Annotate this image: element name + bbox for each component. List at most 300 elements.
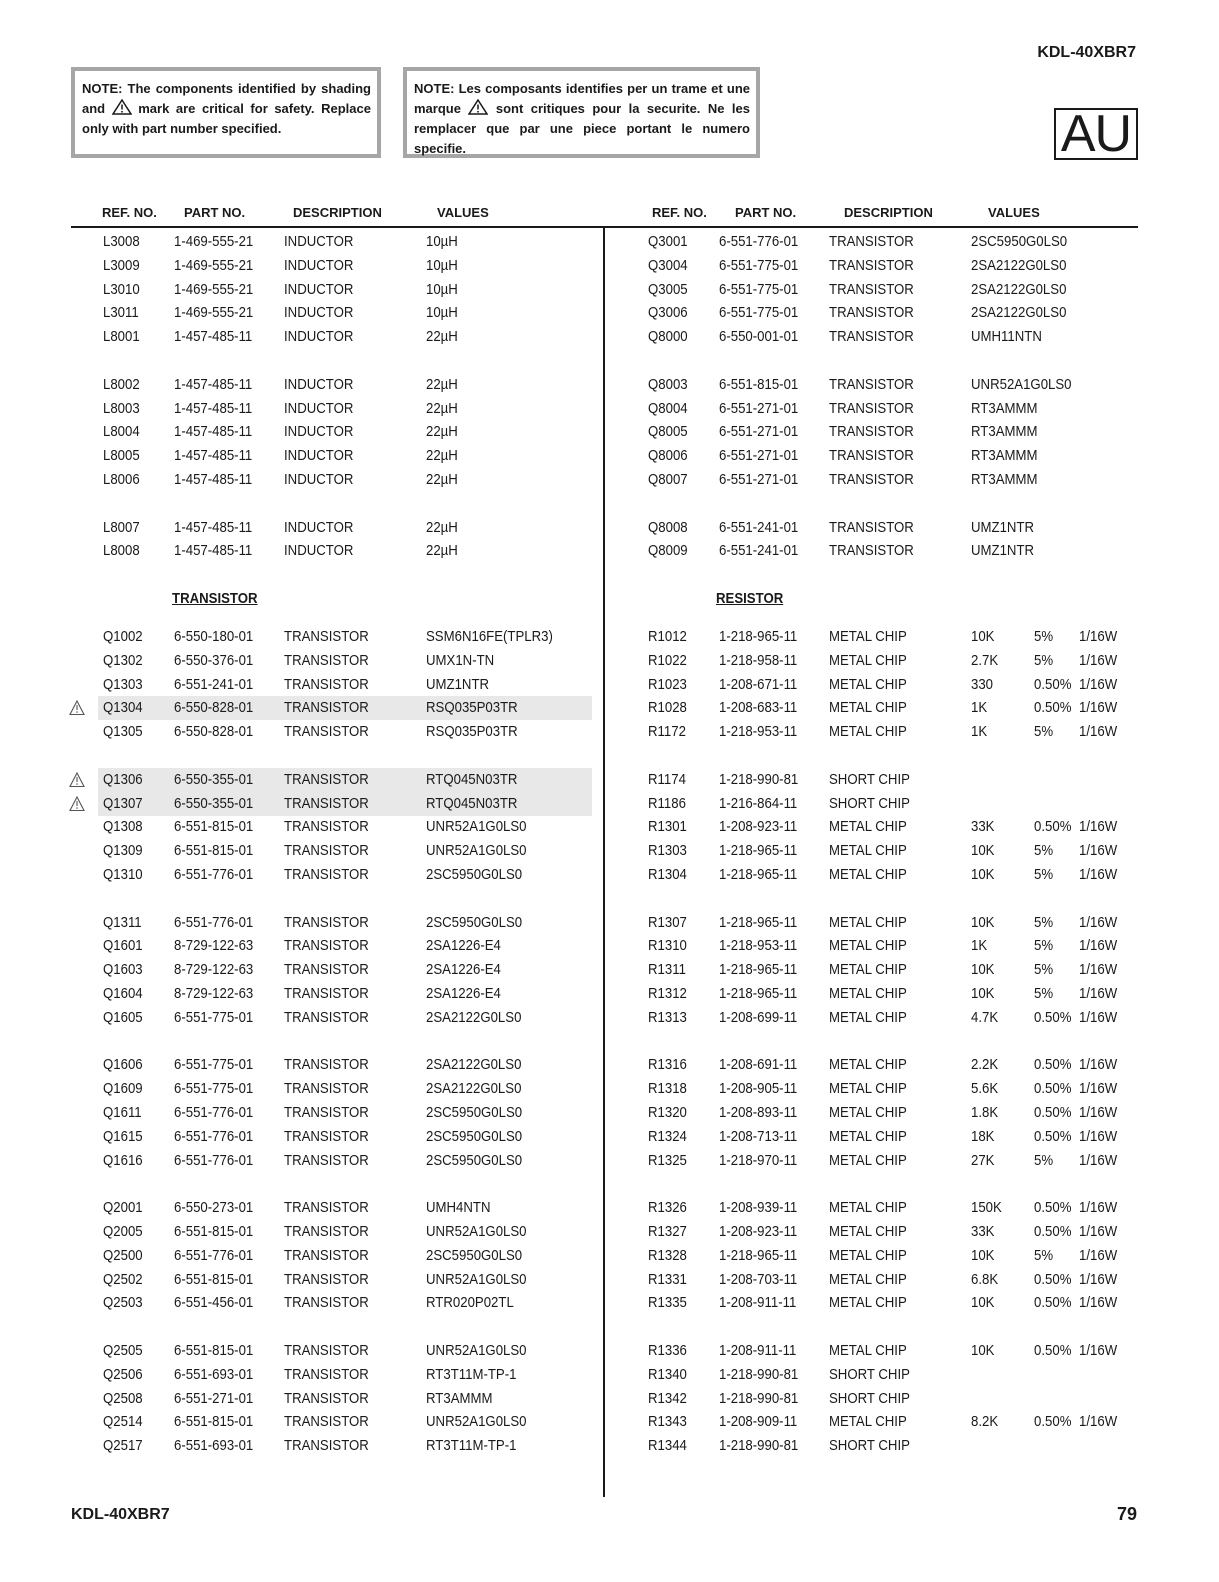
part-part: 6-551-776-01 — [174, 1246, 254, 1264]
part-part: 1-208-713-11 — [719, 1127, 798, 1145]
part-desc: TRANSISTOR — [829, 328, 914, 346]
part-desc: METAL CHIP — [829, 1342, 907, 1359]
part-tol: 0.50% — [1034, 1104, 1072, 1121]
part-desc: INDUCTOR — [284, 233, 354, 250]
part-desc: TRANSISTOR — [829, 399, 914, 417]
right-part-row — [0, 815, 1219, 839]
part-ref: Q1605 — [103, 1008, 143, 1026]
part-ref: R1331 — [648, 1270, 687, 1288]
part-value: 330 — [971, 675, 994, 693]
part-part: 1-469-555-21 — [174, 304, 254, 322]
part-value: 10K — [971, 913, 995, 931]
part-value: UNR52A1G0LS0 — [426, 1223, 527, 1240]
part-desc: METAL CHIP — [829, 818, 907, 836]
part-value: 22µH — [426, 399, 458, 417]
part-ref: Q1302 — [103, 651, 143, 669]
part-ref: Q2502 — [103, 1270, 143, 1288]
section-title-resistor: RESISTOR — [716, 590, 784, 607]
part-value: 8.2K — [971, 1413, 999, 1431]
left-header-ref: REF. NO. — [102, 205, 157, 220]
section-title-transistor: TRANSISTOR — [172, 590, 258, 607]
part-part: 6-551-241-01 — [719, 518, 799, 536]
part-desc: TRANSISTOR — [284, 770, 369, 788]
part-ref: R1186 — [648, 794, 686, 812]
part-ref: Q8004 — [648, 399, 688, 417]
part-desc: INDUCTOR — [284, 280, 354, 298]
right-header-values: VALUES — [988, 205, 1040, 220]
part-value: 10K — [971, 1246, 995, 1264]
part-tol: 5% — [1034, 913, 1054, 931]
part-part: 1-208-905-11 — [719, 1080, 798, 1098]
part-power: 1/16W — [1079, 913, 1118, 931]
warning-triangle-icon — [468, 99, 488, 115]
part-desc: METAL CHIP — [829, 985, 907, 1002]
part-value: 22µH — [426, 375, 458, 393]
part-part: 1-208-683-11 — [719, 699, 798, 717]
part-power: 1/16W — [1079, 1127, 1118, 1145]
part-desc: TRANSISTOR — [284, 1389, 369, 1407]
part-power: 1/16W — [1079, 675, 1118, 693]
part-value: 2SC5950G0LS0 — [426, 1127, 523, 1145]
part-desc: INDUCTOR — [284, 304, 354, 322]
part-desc: METAL CHIP — [829, 961, 907, 979]
part-part: 6-551-271-01 — [174, 1389, 254, 1407]
part-desc: METAL CHIP — [829, 937, 907, 955]
part-power: 1/16W — [1079, 961, 1118, 979]
part-ref: R1325 — [648, 1151, 687, 1169]
part-part: 6-551-815-01 — [174, 818, 254, 836]
part-tol: 5% — [1034, 937, 1054, 955]
part-tol: 0.50% — [1034, 675, 1072, 693]
part-desc: TRANSISTOR — [284, 628, 369, 645]
right-part-row — [0, 649, 1219, 673]
right-part-row — [0, 254, 1219, 278]
part-value: 1K — [971, 699, 988, 717]
part-ref: L3008 — [103, 233, 140, 250]
part-value: 10K — [971, 961, 995, 979]
part-value: 10K — [971, 628, 995, 645]
part-ref: R1012 — [648, 628, 687, 645]
part-value: UMZ1NTR — [971, 542, 1035, 560]
part-part: 6-550-355-01 — [174, 794, 254, 812]
part-desc: METAL CHIP — [829, 913, 907, 931]
part-ref: R1301 — [648, 818, 687, 836]
part-ref: R1328 — [648, 1246, 687, 1264]
part-desc: TRANSISTOR — [284, 1342, 369, 1359]
part-ref: Q1304 — [103, 699, 143, 717]
part-desc: METAL CHIP — [829, 651, 907, 669]
part-ref: Q8007 — [648, 471, 688, 488]
part-desc: TRANSISTOR — [829, 518, 914, 536]
part-ref: R1316 — [648, 1056, 687, 1074]
footer-model-name: KDL-40XBR7 — [71, 1506, 170, 1523]
part-ref: Q1616 — [103, 1151, 143, 1169]
part-part: 1-457-485-11 — [174, 423, 253, 441]
part-power: 1/16W — [1079, 1270, 1118, 1288]
part-part: 6-551-815-01 — [174, 1223, 254, 1240]
part-value: 18K — [971, 1127, 995, 1145]
note-fr-prefix: NOTE: Les composants identifies per un trame et une marque — [414, 81, 750, 116]
part-tol: 5% — [1034, 1151, 1054, 1169]
part-power: 1/16W — [1079, 1246, 1118, 1264]
part-desc: TRANSISTOR — [284, 818, 369, 836]
part-desc: METAL CHIP — [829, 1246, 907, 1264]
right-part-row — [0, 539, 1219, 563]
part-desc: METAL CHIP — [829, 723, 907, 741]
part-ref: R1172 — [648, 723, 686, 741]
part-ref: Q1309 — [103, 842, 143, 860]
part-desc: TRANSISTOR — [284, 1413, 369, 1431]
part-value: 22µH — [426, 447, 458, 465]
part-value: 22µH — [426, 518, 458, 536]
right-part-row — [0, 301, 1219, 325]
part-desc: METAL CHIP — [829, 1104, 907, 1121]
part-part: 6-551-776-01 — [174, 1104, 254, 1121]
part-tol: 0.50% — [1034, 818, 1072, 836]
part-part: 1-218-965-11 — [719, 866, 798, 883]
part-value: RT3AMMM — [971, 399, 1038, 417]
part-ref: Q1615 — [103, 1127, 143, 1145]
part-part: 6-550-828-01 — [174, 723, 254, 741]
part-ref: Q1611 — [103, 1104, 142, 1121]
part-power: 1/16W — [1079, 1413, 1118, 1431]
right-part-row — [0, 1410, 1219, 1434]
right-part-row — [0, 1363, 1219, 1387]
part-part: 1-457-485-11 — [174, 375, 253, 393]
part-value: RTQ045N03TR — [426, 770, 518, 788]
part-power: 1/16W — [1079, 723, 1118, 741]
part-power: 1/16W — [1079, 842, 1118, 860]
part-part: 6-551-815-01 — [174, 1413, 254, 1431]
part-desc: TRANSISTOR — [284, 1270, 369, 1288]
part-desc: METAL CHIP — [829, 675, 907, 693]
part-ref: Q1307 — [103, 794, 143, 812]
note-en-prefix: NOTE: The components identified by shading and — [82, 81, 371, 116]
part-desc: METAL CHIP — [829, 1223, 907, 1240]
right-header-part: PART NO. — [735, 205, 797, 220]
part-ref: R1304 — [648, 866, 687, 883]
part-part: 6-551-815-01 — [174, 842, 254, 860]
part-value: RSQ035P03TR — [426, 699, 518, 717]
part-part: 1-469-555-21 — [174, 256, 254, 274]
part-value: RTR020P02TL — [426, 1294, 514, 1312]
part-value: 2SC5950G0LS0 — [426, 1104, 523, 1121]
part-ref: Q3004 — [648, 256, 688, 274]
right-part-row — [0, 1077, 1219, 1101]
part-part: 1-218-953-11 — [719, 937, 798, 955]
part-value: 2SC5950G0LS0 — [426, 913, 523, 931]
part-desc: INDUCTOR — [284, 471, 354, 488]
part-part: 6-550-376-01 — [174, 651, 254, 669]
page-number: 79 — [1116, 1504, 1137, 1524]
right-part-row — [0, 1387, 1219, 1411]
part-desc: METAL CHIP — [829, 1199, 907, 1217]
part-desc: TRANSISTOR — [284, 937, 369, 955]
part-part: 1-208-939-11 — [719, 1199, 798, 1217]
left-header-part: PART NO. — [184, 205, 246, 220]
part-part: 1-218-965-11 — [719, 842, 798, 860]
right-part-row — [0, 1434, 1219, 1458]
right-part-row — [0, 1244, 1219, 1268]
part-part: 8-729-122-63 — [174, 985, 254, 1002]
part-ref: Q1303 — [103, 675, 143, 693]
part-value: 6.8K — [971, 1270, 999, 1288]
part-ref: Q1306 — [103, 770, 143, 788]
part-value: 33K — [971, 818, 995, 836]
warning-triangle-icon — [112, 99, 132, 115]
part-tol: 5% — [1034, 628, 1054, 645]
part-part: 6-551-241-01 — [174, 675, 254, 693]
right-part-row — [0, 1125, 1219, 1149]
part-ref: R1336 — [648, 1342, 687, 1359]
part-part: 1-218-953-11 — [719, 723, 798, 741]
part-desc: INDUCTOR — [284, 423, 354, 441]
part-desc: TRANSISTOR — [829, 375, 914, 393]
part-desc: METAL CHIP — [829, 866, 907, 883]
part-desc: TRANSISTOR — [284, 651, 369, 669]
left-header-values: VALUES — [437, 205, 489, 220]
part-ref: Q2508 — [103, 1389, 143, 1407]
part-value: 10K — [971, 985, 995, 1002]
part-value: 10K — [971, 866, 995, 883]
part-part: 1-457-485-11 — [174, 447, 253, 465]
left-header-description: DESCRIPTION — [293, 205, 382, 220]
part-ref: L8004 — [103, 423, 140, 441]
part-desc: METAL CHIP — [829, 1008, 907, 1026]
part-tol: 0.50% — [1034, 1294, 1072, 1312]
part-part: 6-551-775-01 — [174, 1080, 254, 1098]
part-desc: SHORT CHIP — [829, 1437, 910, 1455]
part-ref: Q8000 — [648, 328, 688, 346]
part-value: 2SA1226-E4 — [426, 985, 501, 1002]
part-value: 10µH — [426, 256, 458, 274]
part-desc: TRANSISTOR — [829, 256, 914, 274]
right-part-row — [0, 1196, 1219, 1220]
part-desc: TRANSISTOR — [284, 1104, 369, 1121]
part-value: UNR52A1G0LS0 — [426, 1342, 527, 1359]
part-tol: 0.50% — [1034, 1413, 1072, 1431]
part-power: 1/16W — [1079, 699, 1118, 717]
part-desc: TRANSISTOR — [829, 447, 914, 465]
part-desc: SHORT CHIP — [829, 794, 910, 812]
part-ref: Q8005 — [648, 423, 688, 441]
part-part: 6-551-776-01 — [719, 233, 799, 250]
part-power: 1/16W — [1079, 1223, 1118, 1240]
part-desc: TRANSISTOR — [829, 280, 914, 298]
part-value: 22µH — [426, 423, 458, 441]
part-value: 27K — [971, 1151, 995, 1169]
part-desc: METAL CHIP — [829, 1056, 907, 1074]
part-power: 1/16W — [1079, 1008, 1118, 1026]
right-part-row — [0, 911, 1219, 935]
part-ref: Q1311 — [103, 913, 142, 931]
right-part-row — [0, 934, 1219, 958]
part-ref: Q2514 — [103, 1413, 143, 1431]
part-ref: R1343 — [648, 1413, 687, 1431]
part-part: 1-218-970-11 — [719, 1151, 798, 1169]
part-value: 2SA2122G0LS0 — [426, 1080, 522, 1098]
part-value: UNR52A1G0LS0 — [971, 375, 1072, 393]
part-value: 2SA2122G0LS0 — [426, 1056, 522, 1074]
part-ref: Q8006 — [648, 447, 688, 465]
part-part: 1-208-691-11 — [719, 1056, 798, 1074]
part-tol: 0.50% — [1034, 1270, 1072, 1288]
part-desc: TRANSISTOR — [829, 233, 914, 250]
part-part: 1-218-990-81 — [719, 770, 799, 788]
part-ref: Q8003 — [648, 375, 688, 393]
part-power: 1/16W — [1079, 651, 1118, 669]
right-part-row — [0, 792, 1219, 816]
safety-note-french — [403, 67, 760, 158]
part-part: 1-218-990-81 — [719, 1389, 799, 1407]
part-power: 1/16W — [1079, 1080, 1118, 1098]
part-tol: 0.50% — [1034, 1080, 1072, 1098]
part-part: 1-218-990-81 — [719, 1437, 799, 1455]
part-part: 1-218-958-11 — [719, 651, 798, 669]
part-desc: TRANSISTOR — [284, 1294, 369, 1312]
part-ref: R1310 — [648, 937, 687, 955]
part-desc: METAL CHIP — [829, 1270, 907, 1288]
part-desc: TRANSISTOR — [284, 913, 369, 931]
part-ref: R1342 — [648, 1389, 687, 1407]
part-power: 1/16W — [1079, 866, 1118, 883]
part-part: 1-208-671-11 — [719, 675, 798, 693]
part-value: 10K — [971, 1342, 995, 1359]
part-value: 22µH — [426, 328, 458, 346]
part-value: 5.6K — [971, 1080, 999, 1098]
right-part-row — [0, 982, 1219, 1006]
part-desc: TRANSISTOR — [829, 471, 914, 488]
right-part-row — [0, 373, 1219, 397]
part-value: 2SC5950G0LS0 — [426, 866, 523, 883]
part-value: UNR52A1G0LS0 — [426, 842, 527, 860]
part-ref: Q2001 — [103, 1199, 143, 1217]
part-part: 6-551-776-01 — [174, 1127, 254, 1145]
part-ref: Q1606 — [103, 1056, 143, 1074]
right-part-row — [0, 696, 1219, 720]
part-part: 6-551-815-01 — [174, 1270, 254, 1288]
part-part: 6-551-241-01 — [719, 542, 799, 560]
part-ref: L8003 — [103, 399, 140, 417]
part-part: 1-208-699-11 — [719, 1008, 798, 1026]
part-ref: R1327 — [648, 1223, 687, 1240]
part-desc: TRANSISTOR — [284, 1199, 369, 1217]
part-value: 150K — [971, 1199, 1002, 1217]
part-value: 2SC5950G0LS0 — [971, 233, 1068, 250]
part-desc: METAL CHIP — [829, 1127, 907, 1145]
part-ref: L3011 — [103, 304, 139, 322]
part-part: 1-457-485-11 — [174, 542, 253, 560]
part-tol: 5% — [1034, 1246, 1054, 1264]
part-desc: INDUCTOR — [284, 256, 354, 274]
part-ref: R1303 — [648, 842, 687, 860]
part-ref: Q2500 — [103, 1246, 143, 1264]
part-ref: Q1310 — [103, 866, 143, 883]
part-desc: METAL CHIP — [829, 1080, 907, 1098]
right-part-row — [0, 230, 1219, 254]
part-ref: Q3005 — [648, 280, 688, 298]
part-value: UNR52A1G0LS0 — [426, 818, 527, 836]
right-part-row — [0, 1220, 1219, 1244]
part-value: UMH11NTN — [971, 328, 1042, 346]
part-value: RT3T11M-TP-1 — [426, 1365, 517, 1383]
part-ref: R1022 — [648, 651, 687, 669]
right-part-row — [0, 720, 1219, 744]
part-power: 1/16W — [1079, 1056, 1118, 1074]
part-ref: R1318 — [648, 1080, 687, 1098]
part-value: UMX1N-TN — [426, 651, 495, 669]
part-ref: L8008 — [103, 542, 140, 560]
right-part-row — [0, 1101, 1219, 1125]
part-part: 1-208-923-11 — [719, 818, 798, 836]
part-value: 2SA2122G0LS0 — [971, 304, 1067, 322]
part-desc: TRANSISTOR — [284, 866, 369, 883]
right-part-row — [0, 1268, 1219, 1292]
part-desc: METAL CHIP — [829, 1413, 907, 1431]
part-value: 22µH — [426, 542, 458, 560]
part-desc: TRANSISTOR — [284, 961, 369, 979]
part-ref: Q1308 — [103, 818, 143, 836]
part-desc: SHORT CHIP — [829, 1365, 910, 1383]
part-ref: R1326 — [648, 1199, 687, 1217]
part-desc: TRANSISTOR — [284, 699, 369, 717]
part-ref: Q2506 — [103, 1365, 143, 1383]
part-value: UMH4NTN — [426, 1199, 491, 1217]
part-part: 1-218-965-11 — [719, 961, 798, 979]
part-tol: 5% — [1034, 723, 1054, 741]
part-ref: Q2005 — [103, 1223, 143, 1240]
part-value: 1.8K — [971, 1104, 999, 1121]
part-tol: 0.50% — [1034, 1056, 1072, 1074]
part-value: 4.7K — [971, 1008, 999, 1026]
part-part: 1-218-990-81 — [719, 1365, 799, 1383]
part-value: 2SA1226-E4 — [426, 937, 501, 955]
part-tol: 5% — [1034, 651, 1054, 669]
part-ref: Q2517 — [103, 1437, 143, 1455]
part-tol: 0.50% — [1034, 1342, 1072, 1359]
part-desc: TRANSISTOR — [829, 423, 914, 441]
part-desc: TRANSISTOR — [284, 1056, 369, 1074]
part-ref: Q1002 — [103, 628, 143, 645]
part-desc: TRANSISTOR — [284, 842, 369, 860]
part-part: 6-551-775-01 — [719, 280, 799, 298]
part-value: 10µH — [426, 304, 458, 322]
part-part: 1-218-965-11 — [719, 985, 798, 1002]
part-desc: TRANSISTOR — [284, 1151, 369, 1169]
part-desc: TRANSISTOR — [829, 542, 914, 560]
part-value: RTQ045N03TR — [426, 794, 518, 812]
part-part: 6-551-776-01 — [174, 866, 254, 883]
part-value: 2.7K — [971, 651, 999, 669]
part-part: 6-550-180-01 — [174, 628, 254, 645]
part-ref: L3009 — [103, 256, 140, 274]
part-value: RT3T11M-TP-1 — [426, 1437, 517, 1455]
part-value: 2SA2122G0LS0 — [426, 1008, 522, 1026]
part-part: 6-550-355-01 — [174, 770, 254, 788]
part-value: UMZ1NTR — [971, 518, 1035, 536]
part-part: 6-551-775-01 — [719, 304, 799, 322]
part-ref: R1023 — [648, 675, 687, 693]
part-desc: METAL CHIP — [829, 1151, 907, 1169]
part-value: 10µH — [426, 280, 458, 298]
part-part: 8-729-122-63 — [174, 937, 254, 955]
right-part-row — [0, 420, 1219, 444]
part-desc: INDUCTOR — [284, 399, 354, 417]
part-ref: R1307 — [648, 913, 687, 931]
part-power: 1/16W — [1079, 818, 1118, 836]
part-part: 6-551-775-01 — [719, 256, 799, 274]
part-desc: INDUCTOR — [284, 447, 354, 465]
